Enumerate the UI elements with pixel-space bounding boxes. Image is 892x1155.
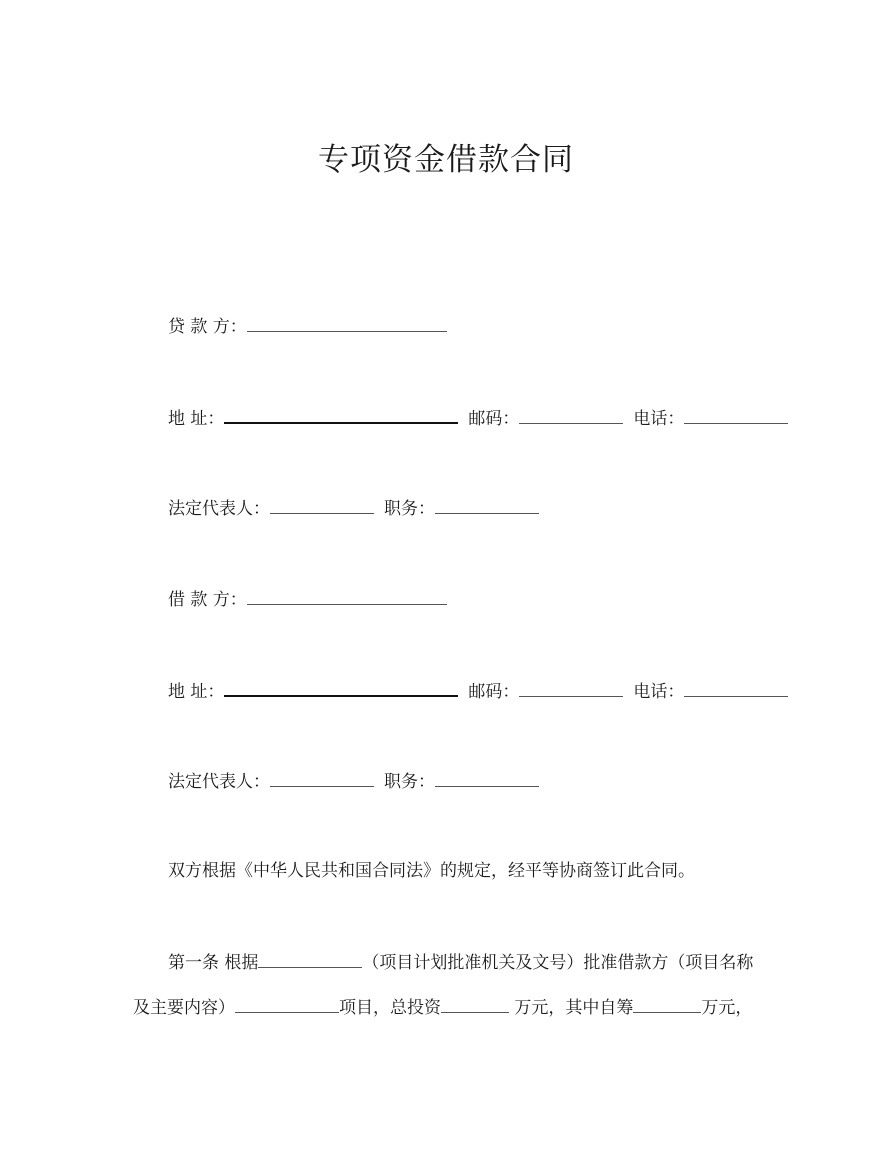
lender-line xyxy=(168,314,447,340)
lender-postcode-blank[interactable] xyxy=(519,406,623,424)
article1-part2-c: 万元， xyxy=(701,998,753,1018)
article1-part2-start: 及主要内容） xyxy=(133,998,235,1018)
total-investment-blank[interactable] xyxy=(441,995,509,1013)
article1-line1 xyxy=(168,950,753,976)
borrower-position-blank[interactable] xyxy=(435,769,539,787)
lender-phone-label: 电话： xyxy=(633,409,685,429)
borrower-phone-label: 电话： xyxy=(633,682,685,702)
lender-rep-line xyxy=(168,496,539,522)
borrower-postcode-label: 邮码： xyxy=(468,682,520,702)
borrower-rep-line xyxy=(168,769,539,795)
borrower-phone-blank[interactable] xyxy=(684,679,788,697)
lender-address-label: 地 址： xyxy=(168,409,225,429)
lender-position-blank[interactable] xyxy=(435,496,539,514)
lender-rep-blank[interactable] xyxy=(270,496,374,514)
borrower-line xyxy=(168,587,447,613)
borrower-address-blank[interactable] xyxy=(224,678,458,697)
lender-label: 贷 款 方： xyxy=(168,317,247,337)
borrower-address-label: 地 址： xyxy=(168,682,225,702)
borrower-rep-blank[interactable] xyxy=(270,769,374,787)
lender-name-blank[interactable] xyxy=(247,314,447,332)
lender-position-label: 职务： xyxy=(384,499,435,519)
self-raised-blank[interactable] xyxy=(633,995,701,1013)
article1-lead: 第一条 根据 xyxy=(168,953,259,973)
borrower-label: 借 款 方： xyxy=(168,590,247,610)
approval-authority-blank[interactable] xyxy=(258,950,362,968)
lender-rep-label: 法定代表人： xyxy=(168,499,270,519)
lender-phone-blank[interactable] xyxy=(684,406,788,424)
article1-part1: （项目计划批准机关及文号）批准借款方（项目名称 xyxy=(362,953,754,973)
article1-part2-b: 万元，其中自筹 xyxy=(509,998,634,1018)
lender-postcode-label: 邮码： xyxy=(468,409,520,429)
borrower-name-blank[interactable] xyxy=(247,587,447,605)
lender-address-blank[interactable] xyxy=(224,405,458,424)
borrower-postcode-blank[interactable] xyxy=(519,679,623,697)
article1-line2 xyxy=(133,995,752,1021)
borrower-position-label: 职务： xyxy=(384,772,435,792)
project-name-blank[interactable] xyxy=(235,995,339,1013)
preamble-text: 双方根据《中华人民共和国合同法》的规定，经平等协商签订此合同。 xyxy=(168,861,695,881)
borrower-address-line xyxy=(168,678,788,705)
borrower-rep-label: 法定代表人： xyxy=(168,772,270,792)
lender-address-line xyxy=(168,405,788,432)
article1-part2-a: 项目，总投资 xyxy=(339,998,441,1018)
page-title: 专项资金借款合同 xyxy=(318,142,574,178)
